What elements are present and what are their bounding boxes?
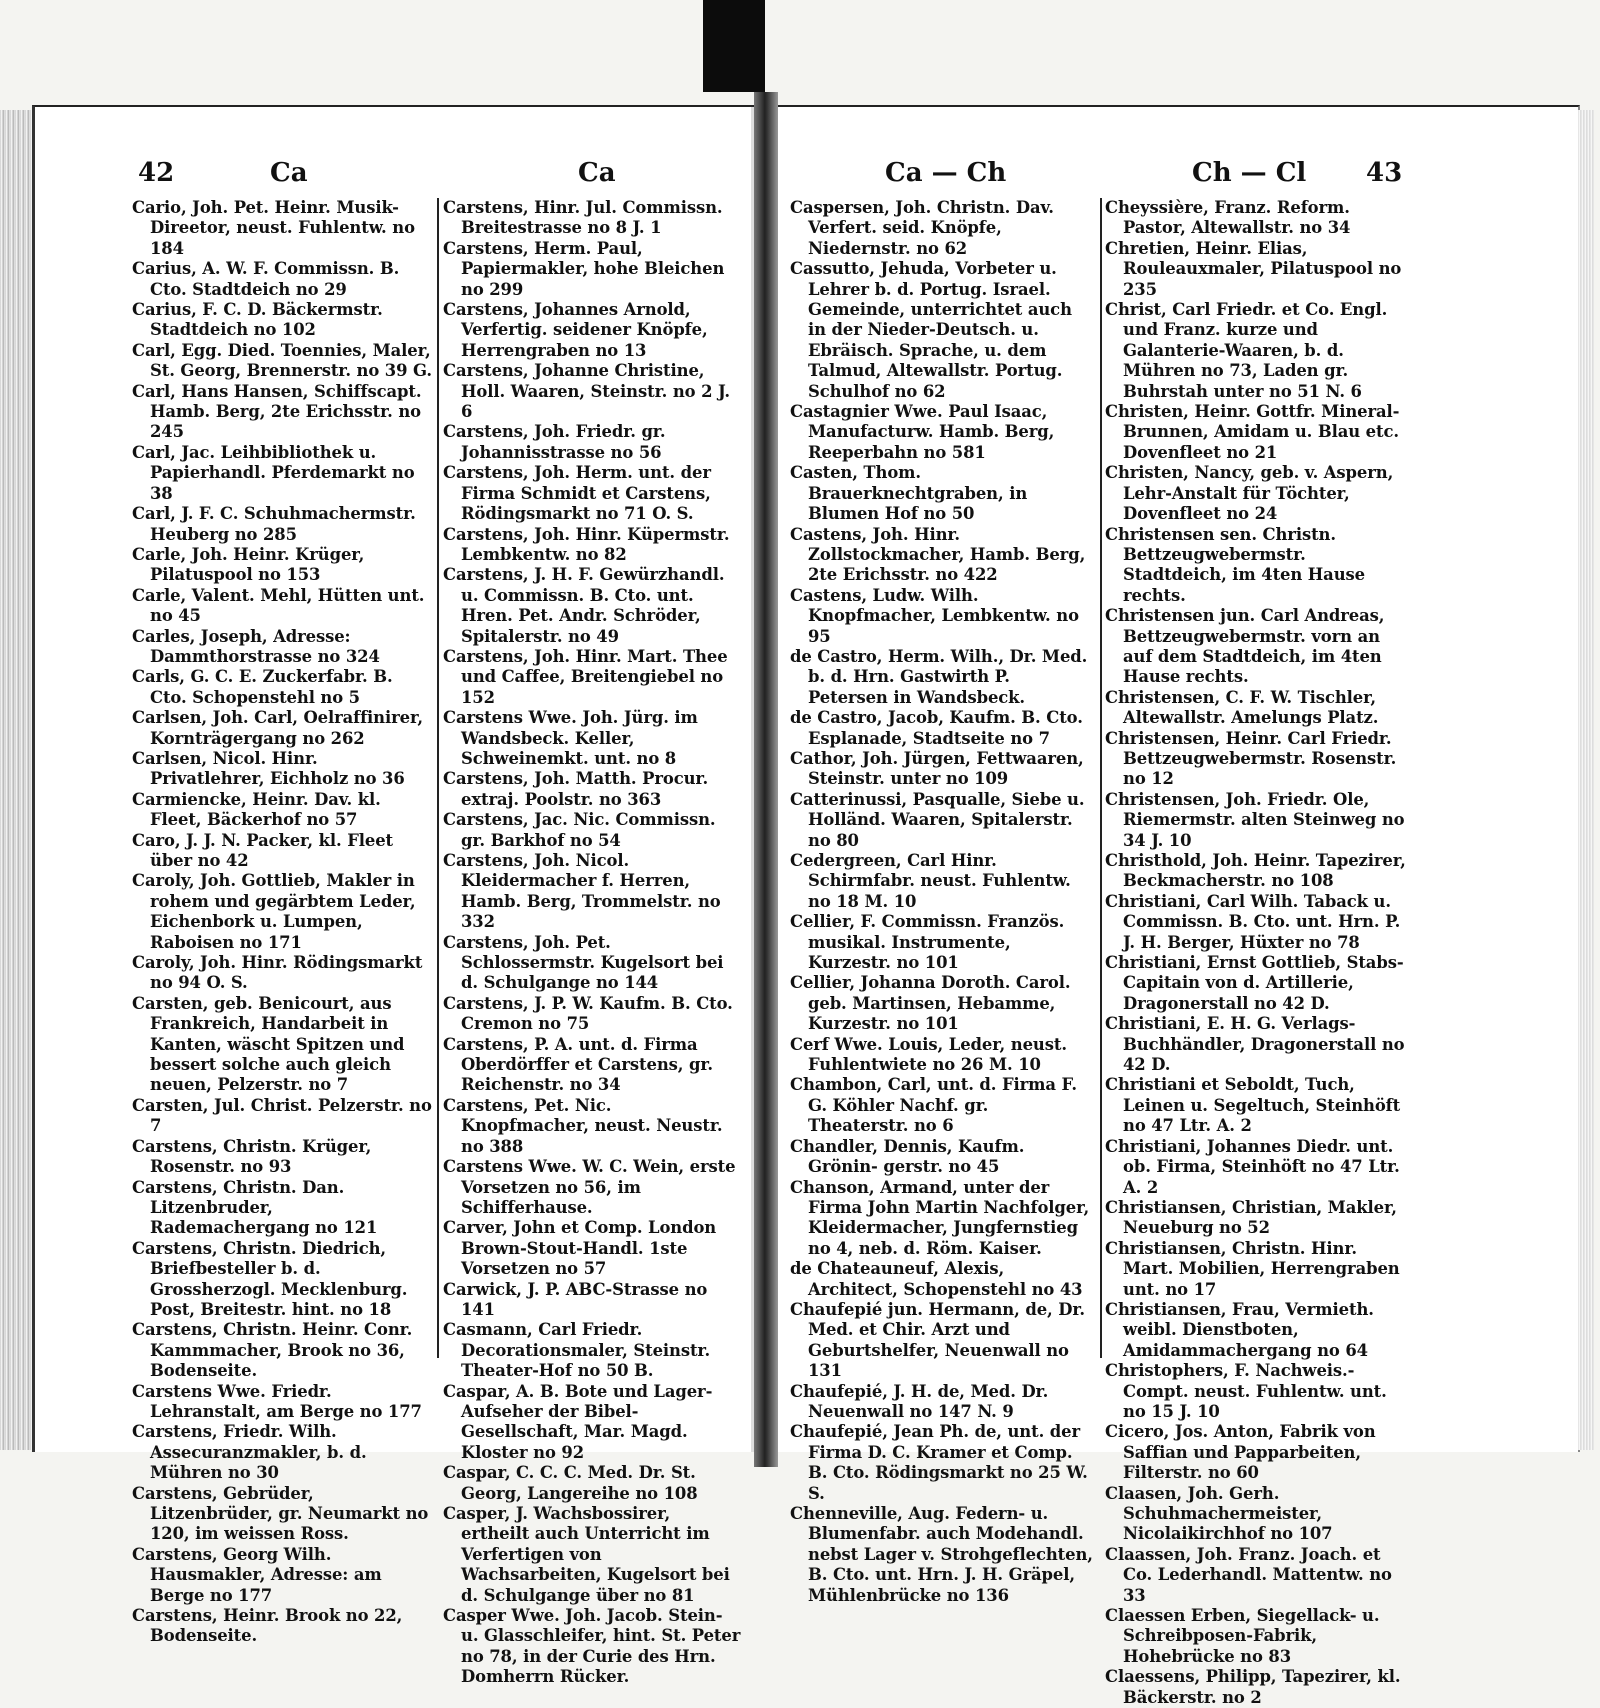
directory-entry: Carstens, P. A. unt. d. Firma Oberdörffer et Carstens, gr. Reichenstr. no 34 [443, 1034, 713, 1095]
left-page-column-1 [132, 198, 432, 1646]
directory-entry: Claessens, Philipp, Tapezirer, kl. Bäckerstr. no 2 [1105, 1667, 1401, 1707]
directory-entry: Carstens, Heinr. Brook no 22, Bodenseite. [132, 1606, 403, 1646]
directory-entry: Castens, Joh. Hinr. Zollstockmacher, Hamb. Berg, 2te Erichsstr. no 422 [790, 524, 1086, 585]
directory-entry: Carstens, Jac. Nic. Commissn. gr. Barkhof no 54 [443, 810, 716, 850]
directory-entry: Casper Wwe. Joh. Jacob. Stein- u. Glasschleifer, hint. St. Peter no 78, in der Curie des Hrn. Domherrn Rücker. [443, 1606, 741, 1687]
directory-entry: Chanson, Armand, unter der Firma John Martin Nachfolger, Kleidermacher, Jungfernstieg no 4, neb. d. Röm. Kaiser. [790, 1177, 1090, 1258]
directory-entry: Carl, J. F. C. Schuhmachermstr. Heuberg no 285 [132, 504, 416, 544]
directory-entry: Carstens, Johanne Christine, Holl. Waaren, Steinstr. no 2 J. 6 [443, 361, 730, 422]
directory-entry: Christensen, Heinr. Carl Friedr. Bettzeugwebermstr. Rosenstr. no 12 [1105, 728, 1397, 789]
directory-entry: Castagnier Wwe. Paul Isaac, Manufacturw. Hamb. Berg, Reeperbahn no 581 [790, 402, 1055, 462]
directory-entry: Cellier, F. Commissn. Französ. musikal. Instrumente, Kurzestr. no 101 [790, 912, 1065, 973]
directory-entry: Christiani et Seboldt, Tuch, Leinen u. Segeltuch, Steinhöft no 47 Ltr. A. 2 [1105, 1075, 1401, 1136]
directory-entry: Carstens Wwe. Joh. Jürg. im Wandsbeck. Keller, Schweinemkt. unt. no 8 [443, 708, 698, 768]
directory-entry: Chenneville, Aug. Federn- u. Blumenfabr. auch Modehandl. nebst Lager v. Strohgeflechten, B. Cto. unt. Hrn. J. H. Gräpel, Mühlenbrücke no 136 [790, 1504, 1093, 1605]
directory-entry: Castens, Ludw. Wilh. Knopfmacher, Lembkentw. no 95 [790, 585, 1079, 646]
directory-entry: Carstens, Georg Wilh. Hausmakler, Adresse: am Berge no 177 [132, 1544, 382, 1605]
directory-entry: Carwick, J. P. ABC-Strasse no 141 [443, 1279, 708, 1319]
directory-entry: Carsten, geb. Benicourt, aus Frankreich, Handarbeit in Kanten, wäscht Spitzen und bessert solche auch gleich neuen, Pelzerstr. no 7 [132, 993, 405, 1095]
directory-entry: Christiani, E. H. G. Verlags-Buchhändler, Dragonerstall no 42 D. [1105, 1014, 1405, 1075]
directory-entry: Carstens Wwe. Friedr. Lehranstalt, am Berge no 177 [132, 1381, 422, 1421]
book-gutter [754, 92, 778, 1467]
directory-entry: Chretien, Heinr. Elias, Rouleauxmaler, Pilatuspool no 235 [1105, 238, 1402, 299]
directory-entry: Christiani, Carl Wilh. Taback u. Commissn. B. Cto. unt. Hrn. P. J. H. Berger, Hüxter no 78 [1105, 891, 1401, 952]
right-page-number: 43 [1366, 158, 1403, 188]
directory-entry: Chaufepié jun. Hermann, de, Dr. Med. et Chir. Arzt und Geburtshelfer, Neuenwall no 131 [790, 1299, 1085, 1381]
directory-entry: Christensen sen. Christn. Bettzeugwebermstr. Stadtdeich, im 4ten Hause rechts. [1105, 524, 1365, 605]
directory-entry: Carstens, Christn. Krüger, Rosenstr. no 93 [132, 1136, 372, 1177]
directory-entry: Caspersen, Joh. Christn. Dav. Verfert. seid. Knöpfe, Niedernstr. no 62 [790, 198, 1054, 258]
directory-entry: Carstens, Joh. Friedr. gr. Johannisstrasse no 56 [443, 422, 666, 462]
directory-entry: Cheyssière, Franz. Reform. Pastor, Altewallstr. no 34 [1105, 198, 1351, 238]
directory-entry: Carl, Jac. Leihbibliothek u. Papierhandl. Pferdemarkt no 38 [132, 442, 415, 503]
left-header-left: Ca [270, 158, 308, 188]
directory-entry: Casten, Thom. Brauerknechtgraben, in Blumen Hof no 50 [790, 463, 1028, 524]
directory-entry: Chaufepié, Jean Ph. de, unt. der Firma D. C. Kramer et Comp. B. Cto. Rödingsmarkt no 25 W. S. [790, 1422, 1088, 1503]
directory-entry: Chaufepié, J. H. de, Med. Dr. Neuenwall no 147 N. 9 [790, 1381, 1049, 1421]
directory-entry: Carstens, J. P. W. Kaufm. B. Cto. Cremon no 75 [443, 993, 733, 1034]
directory-entry: Christiani, Johannes Diedr. unt. ob. Firma, Steinhöft no 47 Ltr. A. 2 [1105, 1136, 1400, 1197]
directory-entry: Carstens, Herm. Paul, Papiermakler, hohe Bleichen no 299 [443, 238, 725, 299]
directory-entry: Christiansen, Christian, Makler, Neueburg no 52 [1105, 1197, 1397, 1238]
directory-entry: Carsten, Jul. Christ. Pelzerstr. no 7 [132, 1095, 432, 1136]
left-column-rule [437, 198, 439, 1358]
directory-entry: Casper, J. Wachsbossirer, ertheilt auch Unterricht im Verfertigen von Wachsarbeiten, Kugelsort bei d. Schulgange über no 81 [443, 1504, 730, 1605]
directory-entry: Carls, G. C. E. Zuckerfabr. B. Cto. Schopenstehl no 5 [132, 667, 393, 707]
directory-entry: Carstens, Friedr. Wilh. Assecuranzmakler, b. d. Mühren no 30 [132, 1422, 367, 1483]
directory-entry: Christen, Nancy, geb. v. Aspern, Lehr-Anstalt für Töchter, Dovenfleet no 24 [1105, 463, 1394, 524]
directory-entry: Carver, John et Comp. London Brown-Stout-Handl. 1ste Vorsetzen no 57 [443, 1218, 717, 1279]
directory-entry: Caspar, C. C. C. Med. Dr. St. Georg, Langereihe no 108 [443, 1463, 698, 1503]
directory-entry: Christ, Carl Friedr. et Co. Engl. und Franz. kurze und Galanterie-Waaren, b. d. Mühren no 73, Laden gr. Buhrstah unter no 51 N. 6 [1105, 300, 1388, 401]
directory-entry: Caro, J. J. N. Packer, kl. Fleet über no 42 [132, 830, 393, 870]
directory-entry: Carstens, Joh. Pet. Schlossermstr. Kugelsort bei d. Schulgange no 144 [443, 932, 724, 993]
directory-entry: Carstens, Joh. Matth. Procur. extraj. Poolstr. no 363 [443, 769, 709, 809]
directory-entry: Cerf Wwe. Louis, Leder, neust. Fuhlentwiete no 26 M. 10 [790, 1034, 1067, 1075]
directory-entry: Carl, Egg. Died. Toennies, Maler, St. Georg, Brennerstr. no 39 G. [132, 340, 432, 381]
directory-entry: Carstens, Joh. Hinr. Küpermstr. Lembkentw. no 82 [443, 524, 730, 564]
directory-entry: Christensen, Joh. Friedr. Ole, Riemermstr. alten Steinweg no 34 J. 10 [1105, 789, 1405, 850]
directory-entry: Carstens, Christn. Diedrich, Briefbesteller b. d. Grossherzogl. Mecklenburg. Post, Breitestr. hint. no 18 [132, 1238, 408, 1319]
directory-entry: Christiansen, Frau, Vermieth. weibl. Dienstboten, Amidammachergang no 64 [1105, 1299, 1374, 1360]
directory-entry: Christiansen, Christn. Hinr. Mart. Mobilien, Herrengraben unt. no 17 [1105, 1238, 1400, 1299]
directory-entry: Christiani, Ernst Gottlieb, Stabs-Capitain von d. Artillerie, Dragonerstall no 42 D. [1105, 953, 1404, 1013]
directory-entry: Caroly, Joh. Hinr. Rödingsmarkt no 94 O. S. [132, 953, 423, 993]
directory-entry: Carlsen, Nicol. Hinr. Privatlehrer, Eichholz no 36 [132, 748, 405, 789]
right-page-edges [1578, 110, 1594, 1450]
directory-entry: Carl, Hans Hansen, Schiffscapt. Hamb. Berg, 2te Erichsstr. no 245 [132, 381, 422, 442]
directory-entry: Cathor, Joh. Jürgen, Fettwaaren, Steinstr. unter no 109 [790, 748, 1084, 789]
directory-entry: Carstens, Pet. Nic. Knopfmacher, neust. Neustr. no 388 [443, 1095, 723, 1156]
directory-entry: Chambon, Carl, unt. d. Firma F. G. Köhler Nachf. gr. Theaterstr. no 6 [790, 1075, 1078, 1136]
directory-entry: Caroly, Joh. Gottlieb, Makler in rohem und gegärbtem Leder, Eichenbork u. Lumpen, Raboisen no 171 [132, 871, 416, 952]
directory-entry: Carstens, Gebrüder, Litzenbrüder, gr. Neumarkt no 120, im weissen Ross. [132, 1483, 429, 1544]
right-header-left: Ca — Ch [885, 158, 1007, 188]
directory-entry: Cicero, Jos. Anton, Fabrik von Saffian und Papparbeiten, Filterstr. no 60 [1105, 1422, 1376, 1483]
right-column-rule [1100, 198, 1102, 1358]
directory-entry: Cedergreen, Carl Hinr. Schirmfabr. neust. Fuhlentw. no 18 M. 10 [790, 851, 1071, 911]
directory-entry: Carstens, Christn. Dan. Litzenbruder, Rademachergang no 121 [132, 1177, 378, 1238]
left-page-edges [0, 110, 32, 1450]
right-page-column-2 [1105, 198, 1407, 1707]
directory-entry: Cellier, Johanna Doroth. Carol. geb. Martinsen, Hebamme, Kurzestr. no 101 [790, 973, 1071, 1034]
directory-entry: Carles, Joseph, Adresse: Dammthorstrasse no 324 [132, 626, 380, 666]
directory-entry: Caspar, A. B. Bote und Lager-Aufseher der Bibel-Gesellschaft, Mar. Magd. Kloster no 92 [443, 1381, 713, 1462]
directory-entry: Carle, Joh. Heinr. Krüger, Pilatuspool no 153 [132, 544, 365, 585]
directory-entry: Christophers, F. Nachweis.-Compt. neust. Fuhlentw. unt. no 15 J. 10 [1105, 1361, 1387, 1421]
directory-entry: Claessen Erben, Siegellack- u. Schreibposen-Fabrik, Hohebrücke no 83 [1105, 1606, 1380, 1666]
directory-entry: Carstens, J. H. F. Gewürzhandl. u. Commissn. B. Cto. unt. Hren. Pet. Andr. Schröder, Spitalerstr. no 49 [443, 565, 725, 646]
directory-entry: Christensen, C. F. W. Tischler, Altewallstr. Amelungs Platz. [1105, 687, 1379, 728]
left-header-right: Ca [578, 158, 616, 188]
right-header-right: Ch — Cl [1192, 158, 1307, 188]
directory-entry: Casmann, Carl Friedr. Decorationsmaler, Steinstr. Theater-Hof no 50 B. [443, 1320, 711, 1381]
directory-entry: Claasen, Joh. Gerh. Schuhmachermeister, Nicolaikirchhof no 107 [1105, 1483, 1333, 1544]
directory-entry: Carstens Wwe. W. C. Wein, erste Vorsetzen no 56, im Schifferhause. [443, 1157, 736, 1217]
directory-entry: Catterinussi, Pasqualle, Siebe u. Holländ. Waaren, Spitalerstr. no 80 [790, 789, 1085, 850]
left-page-column-2 [443, 198, 743, 1687]
directory-entry: Christensen jun. Carl Andreas, Bettzeugwebermstr. vorn an auf dem Stadtdeich, im 4ten Hause rechts. [1105, 606, 1385, 687]
directory-entry: Carstens, Johannes Arnold, Verfertig. seidener Knöpfe, Herrengraben no 13 [443, 300, 708, 360]
directory-entry: Carle, Valent. Mehl, Hütten unt. no 45 [132, 585, 425, 626]
directory-entry: Carstens, Joh. Hinr. Mart. Thee und Caffee, Breitengiebel no 152 [443, 646, 728, 707]
directory-entry: Carstens, Hinr. Jul. Commissn. Breitestrasse no 8 J. 1 [443, 198, 723, 238]
left-page-number: 42 [138, 158, 175, 188]
directory-entry: Carmiencke, Heinr. Dav. kl. Fleet, Bäckerhof no 57 [132, 789, 381, 830]
directory-entry: Carius, A. W. F. Commissn. B. Cto. Stadtdeich no 29 [132, 259, 400, 299]
directory-entry: Carstens, Joh. Nicol. Kleidermacher f. Herren, Hamb. Berg, Trommelstr. no 332 [443, 851, 721, 932]
directory-entry: de Chateauneuf, Alexis, Architect, Schopenstehl no 43 [790, 1259, 1083, 1299]
directory-entry: Cario, Joh. Pet. Heinr. Musik-Direetor, neust. Fuhlentw. no 184 [132, 198, 415, 258]
directory-entry: Carstens, Christn. Heinr. Conr. Kammmacher, Brook no 36, Bodenseite. [132, 1320, 413, 1381]
right-page-column-1 [790, 198, 1094, 1605]
directory-entry: Carstens, Joh. Herm. unt. der Firma Schmidt et Carstens, Rödingsmarkt no 71 O. S. [443, 463, 711, 524]
directory-entry: Carlsen, Joh. Carl, Oelraffinirer, Kornträgergang no 262 [132, 708, 423, 748]
bookmark-ribbon [703, 0, 765, 92]
directory-entry: de Castro, Jacob, Kaufm. B. Cto. Esplanade, Stadtseite no 7 [790, 708, 1083, 748]
directory-entry: Carius, F. C. D. Bäckermstr. Stadtdeich no 102 [132, 300, 383, 340]
directory-entry: Chandler, Dennis, Kaufm. Grönin- gerstr. no 45 [790, 1136, 1025, 1177]
directory-entry: Christhold, Joh. Heinr. Tapezirer, Beckmacherstr. no 108 [1105, 851, 1406, 891]
directory-entry: Cassutto, Jehuda, Vorbeter u. Lehrer b. d. Portug. Israel. Gemeinde, unterrichtet auch in der Nieder-Deutsch. u. Ebräisch. Sprache, u. dem Talmud, Altewallstr. Portug. Schulhof no 62 [790, 259, 1072, 401]
directory-entry: Christen, Heinr. Gottfr. Mineral-Brunnen, Amidam u. Blau etc. Dovenfleet no 21 [1105, 402, 1400, 462]
directory-entry: de Castro, Herm. Wilh., Dr. Med. b. d. Hrn. Gastwirth P. Petersen in Wandsbeck. [790, 646, 1088, 707]
directory-entry: Claassen, Joh. Franz. Joach. et Co. Lederhandl. Mattentw. no 33 [1105, 1544, 1392, 1605]
